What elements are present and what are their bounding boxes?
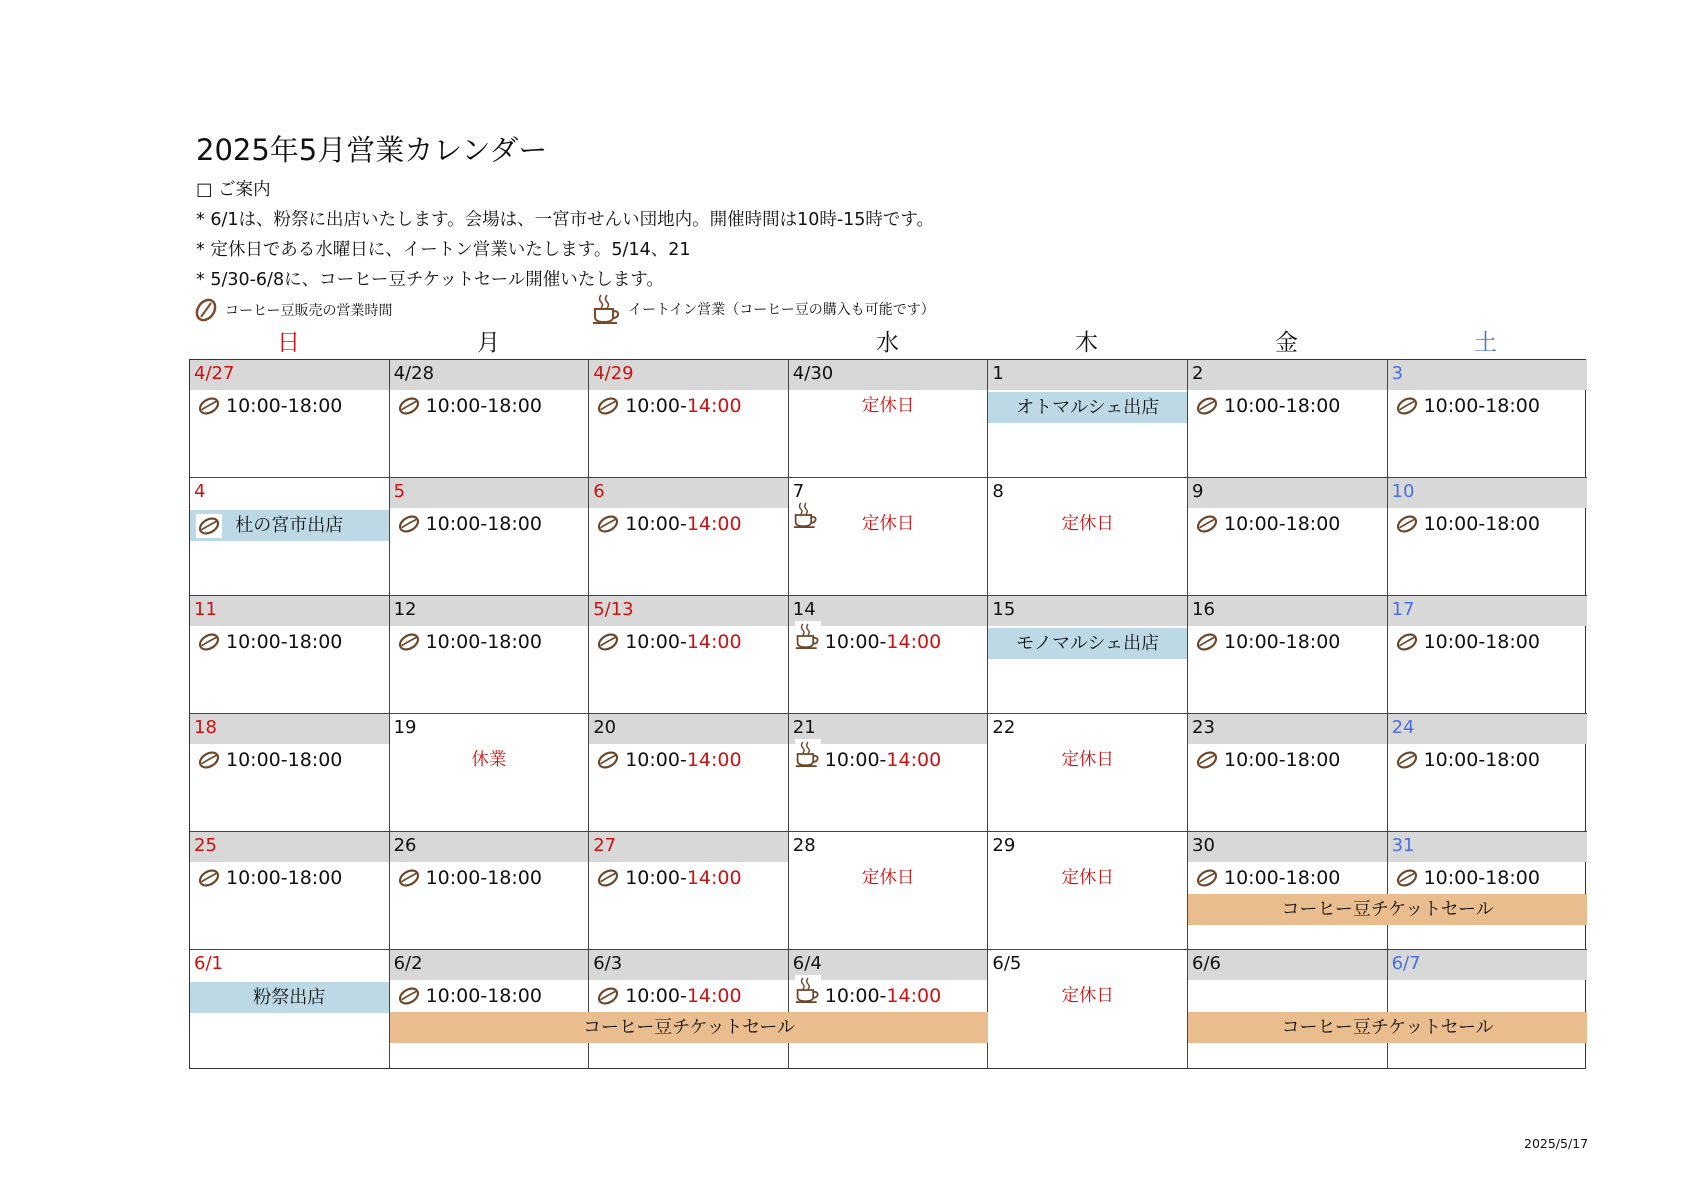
hours-text xyxy=(1224,631,1340,653)
date-header xyxy=(1388,596,1588,626)
date-number: 15 xyxy=(992,599,1016,620)
notes-heading: □ ご案内 xyxy=(196,180,271,200)
hours-text xyxy=(226,631,342,653)
calendar-day-cell xyxy=(789,596,989,714)
date-number: 4/27 xyxy=(194,363,235,384)
coffee-bean-icon xyxy=(1394,512,1420,536)
hours-open: 10:00- xyxy=(1224,395,1286,417)
calendar-day-cell xyxy=(190,596,390,714)
hours-text xyxy=(226,867,342,889)
hours-open: 10:00- xyxy=(425,395,488,417)
date-header xyxy=(190,596,389,626)
date-header xyxy=(390,478,589,508)
calendar-grid xyxy=(189,359,1586,1069)
date-number: 6/5 xyxy=(992,953,1022,974)
date-number: 19 xyxy=(393,717,417,738)
date-header xyxy=(190,714,389,744)
hours-close: 18:00 xyxy=(1485,867,1540,889)
date-header xyxy=(988,596,1187,626)
hours-open: 10:00- xyxy=(1224,749,1286,771)
calendar-day-cell xyxy=(988,360,1188,478)
date-number: 26 xyxy=(393,835,417,856)
hours-open: 10:00- xyxy=(1224,631,1286,653)
business-hours xyxy=(1388,510,1588,538)
hours-text xyxy=(1224,395,1340,417)
date-header xyxy=(1188,596,1387,626)
hours-open: 10:00- xyxy=(625,513,687,535)
coffee-bean-icon xyxy=(193,297,219,323)
coffee-bean-icon xyxy=(595,866,621,890)
page-title: 2025年5月営業カレンダー xyxy=(196,133,548,167)
date-header xyxy=(1188,360,1387,390)
date-number: 3 xyxy=(1391,363,1404,384)
calendar-day-cell xyxy=(1388,714,1588,832)
business-hours xyxy=(589,864,788,892)
coffee-bean-icon xyxy=(595,748,621,772)
calendar-day-cell xyxy=(190,714,390,832)
hours-text xyxy=(625,985,741,1007)
date-number: 18 xyxy=(194,717,217,738)
calendar-day-cell xyxy=(589,950,789,1068)
date-number: 6/2 xyxy=(393,953,423,974)
coffee-bean-icon xyxy=(1194,866,1220,890)
hours-close: 14:00 xyxy=(686,749,742,771)
date-header xyxy=(988,714,1187,744)
hours-text xyxy=(625,749,741,771)
legend-bean xyxy=(193,297,392,323)
hours-close: 18:00 xyxy=(1485,749,1540,771)
coffee-bean-icon xyxy=(595,984,621,1008)
date-header xyxy=(1388,832,1588,862)
date-number: 6/4 xyxy=(792,953,822,974)
coffee-cup-icon xyxy=(795,621,821,651)
hours-close: 18:00 xyxy=(1485,513,1540,535)
coffee-bean-icon xyxy=(1194,512,1220,536)
calendar-day-cell xyxy=(390,950,590,1068)
hours-open: 10:00- xyxy=(425,867,488,889)
date-number: 1 xyxy=(992,363,1004,384)
calendar-day-cell xyxy=(1388,596,1588,714)
date-number: 20 xyxy=(593,717,617,738)
date-header xyxy=(1188,478,1387,508)
hours-close: 14:00 xyxy=(686,867,742,889)
hours-text xyxy=(1224,867,1340,889)
hours-open: 10:00- xyxy=(425,985,488,1007)
calendar-day-cell xyxy=(789,360,989,478)
note-line-2: * 定休日である水曜日に、イートン営業いたします。5/14、21 xyxy=(196,240,691,260)
hours-open: 10:00- xyxy=(226,867,288,889)
hours-open: 10:00- xyxy=(625,395,687,417)
legend-bean-label: コーヒー豆販売の営業時間 xyxy=(225,303,393,319)
business-hours xyxy=(390,982,589,1010)
date-number: 17 xyxy=(1391,599,1415,620)
hours-close: 18:00 xyxy=(287,867,343,889)
hours-close: 14:00 xyxy=(686,395,742,417)
calendar-day-cell xyxy=(1188,478,1388,596)
event-label xyxy=(988,628,1187,659)
weekday-sat: 土 xyxy=(1474,330,1497,356)
hours-close: 18:00 xyxy=(487,631,542,653)
calendar-day-cell xyxy=(589,596,789,714)
hours-text xyxy=(426,395,542,417)
hours-open: 10:00- xyxy=(824,985,887,1007)
coffee-bean-icon xyxy=(595,512,621,536)
hours-text xyxy=(426,631,542,653)
calendar-day-cell xyxy=(988,478,1188,596)
legend-cup-label: イートイン営業（コーヒー豆の購入も可能です） xyxy=(628,302,935,318)
closed-label: 定休日 xyxy=(1061,986,1114,1006)
hours-open: 10:00- xyxy=(824,749,887,771)
hours-close: 18:00 xyxy=(487,513,542,535)
calendar-day-cell xyxy=(1388,950,1588,1068)
calendar-day-cell xyxy=(589,360,789,478)
hours-open: 10:00- xyxy=(625,867,687,889)
date-header xyxy=(390,714,589,744)
note-line-1: * 6/1は、粉祭に出店いたします。会場は、一宮市せんい団地内。開催時間は10時-15時です。 xyxy=(196,210,935,230)
event-text: オトマルシェ出店 xyxy=(1016,397,1160,418)
ticket-sale-banner: コーヒー豆チケットセール xyxy=(1188,1012,1587,1043)
calendar-day-cell xyxy=(789,714,989,832)
calendar-day-cell xyxy=(589,714,789,832)
hours-close: 18:00 xyxy=(287,749,343,771)
date-number: 30 xyxy=(1192,835,1215,856)
business-hours xyxy=(1388,746,1588,774)
date-number: 10 xyxy=(1391,481,1415,502)
hours-open: 10:00- xyxy=(625,631,687,653)
coffee-bean-icon xyxy=(196,394,222,418)
business-hours xyxy=(390,510,589,538)
business-hours xyxy=(390,864,589,892)
hours-close: 14:00 xyxy=(686,631,742,653)
date-number: 2 xyxy=(1192,363,1204,384)
coffee-bean-icon xyxy=(396,512,422,536)
hours-close: 18:00 xyxy=(1285,749,1341,771)
weekday-sun: 日 xyxy=(277,330,300,356)
hours-open: 10:00- xyxy=(1423,513,1486,535)
hours-close: 14:00 xyxy=(886,749,942,771)
hours-close: 18:00 xyxy=(287,395,343,417)
date-header xyxy=(390,596,589,626)
date-header xyxy=(589,832,788,862)
coffee-cup-icon xyxy=(592,293,622,325)
hours-close: 18:00 xyxy=(1485,395,1540,417)
hours-open: 10:00- xyxy=(824,631,887,653)
coffee-bean-icon xyxy=(196,514,222,538)
calendar-day-cell xyxy=(789,832,989,950)
hours-open: 10:00- xyxy=(1423,749,1486,771)
hours-text xyxy=(1424,631,1540,653)
date-number: 6/3 xyxy=(593,953,623,974)
hours-close: 18:00 xyxy=(1285,395,1341,417)
business-hours xyxy=(789,746,988,774)
date-number: 4/28 xyxy=(393,363,435,384)
coffee-bean-icon xyxy=(196,748,222,772)
hours-open: 10:00- xyxy=(226,395,288,417)
business-hours xyxy=(589,510,788,538)
date-number: 14 xyxy=(792,599,816,620)
coffee-bean-icon xyxy=(1394,630,1420,654)
business-hours xyxy=(1388,628,1588,656)
date-header xyxy=(190,832,389,862)
hours-close: 18:00 xyxy=(1285,513,1341,535)
business-hours xyxy=(190,864,389,892)
coffee-bean-icon xyxy=(1394,866,1420,890)
date-number: 22 xyxy=(992,717,1016,738)
hours-text xyxy=(426,985,542,1007)
calendar-day-cell xyxy=(390,596,590,714)
calendar-day-cell xyxy=(190,832,390,950)
date-header xyxy=(190,478,389,508)
date-header xyxy=(988,832,1187,862)
event-label xyxy=(190,510,389,541)
coffee-bean-icon xyxy=(1394,394,1420,418)
closed-label: 定休日 xyxy=(861,514,915,534)
event-label xyxy=(988,392,1187,423)
business-hours xyxy=(789,628,988,656)
weekday-wed: 水 xyxy=(876,330,899,356)
calendar-day-cell xyxy=(1188,950,1388,1068)
date-number: 6 xyxy=(593,481,605,502)
hours-open: 10:00- xyxy=(226,631,288,653)
calendar-day-cell xyxy=(390,360,590,478)
hours-close: 14:00 xyxy=(886,631,942,653)
business-hours xyxy=(589,746,788,774)
date-header xyxy=(1188,714,1387,744)
business-hours xyxy=(1388,864,1588,892)
date-number: 4 xyxy=(194,481,206,502)
business-hours xyxy=(1188,746,1387,774)
hours-text xyxy=(625,867,741,889)
calendar-day-cell xyxy=(789,478,989,596)
calendar-day-cell xyxy=(589,832,789,950)
calendar-day-cell xyxy=(1188,714,1388,832)
date-header xyxy=(1388,478,1588,508)
business-hours xyxy=(190,392,389,420)
date-number: 4/29 xyxy=(593,363,634,384)
business-hours xyxy=(789,982,988,1010)
date-header xyxy=(1388,360,1588,390)
hours-open: 10:00- xyxy=(625,749,687,771)
calendar-day-cell xyxy=(988,950,1188,1068)
hours-open: 10:00- xyxy=(1423,395,1486,417)
date-header xyxy=(988,478,1187,508)
hours-open: 10:00- xyxy=(625,985,687,1007)
calendar-day-cell xyxy=(988,832,1188,950)
calendar-day-cell xyxy=(1188,360,1388,478)
hours-open: 10:00- xyxy=(1423,867,1486,889)
date-header xyxy=(390,832,589,862)
hours-text xyxy=(1224,749,1340,771)
coffee-bean-icon xyxy=(396,984,422,1008)
calendar-day-cell xyxy=(1388,832,1588,950)
date-number: 6/1 xyxy=(194,953,223,974)
hours-open: 10:00- xyxy=(1224,867,1286,889)
hours-text xyxy=(625,513,741,535)
calendar-day-cell xyxy=(190,478,390,596)
closed-label: 定休日 xyxy=(1061,514,1114,534)
coffee-bean-icon xyxy=(595,394,621,418)
date-number: 28 xyxy=(792,835,816,856)
date-header xyxy=(988,360,1187,390)
date-number: 25 xyxy=(194,835,217,856)
hours-text xyxy=(1224,513,1340,535)
calendar-day-cell xyxy=(988,714,1188,832)
calendar-day-cell xyxy=(988,596,1188,714)
ticket-sale-banner: コーヒー豆チケットセール xyxy=(390,1012,989,1043)
calendar-day-cell xyxy=(390,478,590,596)
coffee-bean-icon xyxy=(595,630,621,654)
calendar-day-cell xyxy=(390,714,590,832)
business-hours xyxy=(1188,864,1387,892)
event-text: 杜の宮市出店 xyxy=(235,515,344,536)
coffee-bean-icon xyxy=(1194,394,1220,418)
business-hours xyxy=(1188,628,1387,656)
closed-label: 定休日 xyxy=(861,396,915,416)
hours-close: 14:00 xyxy=(686,513,742,535)
business-hours xyxy=(390,392,589,420)
hours-close: 18:00 xyxy=(487,867,542,889)
business-hours xyxy=(190,628,389,656)
calendar-day-cell xyxy=(1388,478,1588,596)
coffee-bean-icon xyxy=(1394,748,1420,772)
hours-text xyxy=(226,749,342,771)
legend-cup xyxy=(592,293,935,325)
business-hours xyxy=(1388,392,1588,420)
hours-text xyxy=(426,867,542,889)
business-hours xyxy=(390,628,589,656)
hours-close: 18:00 xyxy=(1285,867,1341,889)
hours-text xyxy=(825,749,941,771)
date-number: 6/7 xyxy=(1391,953,1421,974)
date-number: 7 xyxy=(792,481,805,502)
business-hours xyxy=(589,392,788,420)
hours-text xyxy=(625,395,741,417)
date-number: 24 xyxy=(1391,717,1415,738)
business-hours xyxy=(589,982,788,1010)
event-label xyxy=(190,982,389,1013)
coffee-bean-icon xyxy=(396,866,422,890)
business-hours xyxy=(1188,392,1387,420)
hours-open: 10:00- xyxy=(1224,513,1286,535)
hours-open: 10:00- xyxy=(425,631,488,653)
calendar-day-cell xyxy=(190,360,390,478)
hours-text xyxy=(825,985,941,1007)
date-number: 8 xyxy=(992,481,1004,502)
coffee-bean-icon xyxy=(1194,748,1220,772)
hours-text xyxy=(226,395,342,417)
date-header xyxy=(789,832,988,862)
hours-text xyxy=(426,513,542,535)
calendar-day-cell xyxy=(1188,832,1388,950)
coffee-bean-icon xyxy=(1194,630,1220,654)
coffee-bean-icon xyxy=(396,394,422,418)
calendar-day-cell xyxy=(1388,360,1588,478)
hours-close: 18:00 xyxy=(1485,631,1540,653)
hours-text xyxy=(1424,749,1540,771)
ticket-sale-banner: コーヒー豆チケットセール xyxy=(1188,894,1587,925)
date-number: 16 xyxy=(1192,599,1215,620)
hours-close: 18:00 xyxy=(287,631,343,653)
event-text: モノマルシェ出店 xyxy=(1016,633,1160,654)
date-number: 23 xyxy=(1192,717,1215,738)
calendar-day-cell xyxy=(390,832,590,950)
date-number: 6/6 xyxy=(1192,953,1221,974)
business-hours xyxy=(1188,510,1387,538)
closed-label: 定休日 xyxy=(861,868,915,888)
date-number: 12 xyxy=(393,599,417,620)
hours-close: 18:00 xyxy=(487,985,542,1007)
date-number: 31 xyxy=(1391,835,1415,856)
hours-open: 10:00- xyxy=(1423,631,1486,653)
closed-label: 休業 xyxy=(471,750,507,770)
footer-date: 2025/5/17 xyxy=(1524,1136,1589,1151)
coffee-bean-icon xyxy=(196,630,222,654)
closed-label: 定休日 xyxy=(1061,750,1114,770)
coffee-cup-icon xyxy=(793,500,819,534)
hours-close: 18:00 xyxy=(1285,631,1341,653)
hours-close: 14:00 xyxy=(886,985,942,1007)
date-number: 5 xyxy=(393,481,406,502)
date-header xyxy=(589,714,788,744)
hours-open: 10:00- xyxy=(425,513,488,535)
hours-text xyxy=(1424,867,1540,889)
coffee-bean-icon xyxy=(196,866,222,890)
coffee-cup-icon xyxy=(795,739,821,769)
weekday-fri: 金 xyxy=(1275,330,1298,356)
date-number: 5/13 xyxy=(593,599,634,620)
date-header xyxy=(1188,832,1387,862)
business-hours xyxy=(589,628,788,656)
coffee-bean-icon xyxy=(396,630,422,654)
coffee-cup-icon xyxy=(795,975,821,1005)
weekday-thu: 木 xyxy=(1075,330,1098,356)
hours-text xyxy=(625,631,741,653)
hours-open: 10:00- xyxy=(226,749,288,771)
date-number: 11 xyxy=(194,599,217,620)
weekday-mon: 月 xyxy=(477,330,500,356)
business-hours xyxy=(190,746,389,774)
date-header xyxy=(1388,714,1588,744)
hours-text xyxy=(1424,395,1540,417)
date-header xyxy=(589,478,788,508)
date-number: 27 xyxy=(593,835,617,856)
hours-text xyxy=(825,631,941,653)
note-line-3: * 5/30-6/8に、コーヒー豆チケットセール開催いたします。 xyxy=(196,270,664,290)
date-number: 21 xyxy=(792,717,816,738)
date-number: 9 xyxy=(1192,481,1204,502)
hours-close: 14:00 xyxy=(686,985,742,1007)
calendar-day-cell xyxy=(589,478,789,596)
closed-label: 定休日 xyxy=(1061,868,1114,888)
calendar-day-cell xyxy=(190,950,390,1068)
event-text: 粉祭出店 xyxy=(253,987,326,1008)
calendar-day-cell xyxy=(1188,596,1388,714)
hours-text xyxy=(1424,513,1540,535)
date-number: 29 xyxy=(992,835,1016,856)
hours-close: 18:00 xyxy=(487,395,542,417)
date-number: 4/30 xyxy=(792,363,834,384)
calendar-day-cell xyxy=(789,950,989,1068)
